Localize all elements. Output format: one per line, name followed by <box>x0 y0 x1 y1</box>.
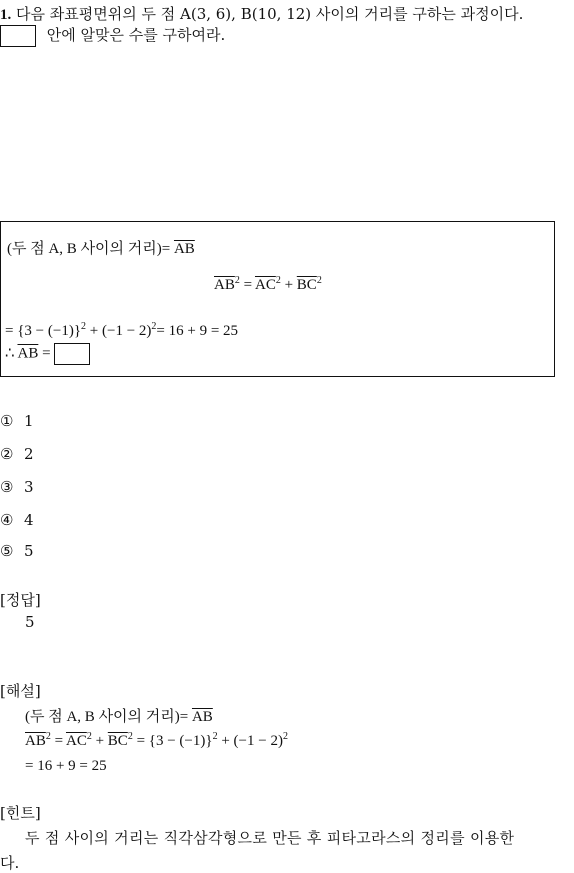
question-text: 다음 좌표평면위의 두 점 A(3, 6), B(10, 12) 사이의 거리를 구하는 과정이다. <box>16 5 524 23</box>
derivation-line-2: $\overline{AB}^2 = \overline{AC}^2 + \overline{BC}^2$ <box>214 275 322 293</box>
segment-ab: $\overline{AB}$ <box>25 733 46 749</box>
hint-label: [힌트] <box>0 804 41 822</box>
explanation-label: [해설] <box>0 682 41 700</box>
therefore-symbol: ∴ <box>5 345 15 362</box>
segment-ab: $\overline{AB}$ <box>214 277 235 293</box>
derivation-line-3: = $\{3 - (-1)\}^2 + (-1 - 2)^2= 16 + 9 = 25$ <box>5 321 239 339</box>
choice-4[interactable]: ④ 4 <box>0 511 34 529</box>
explanation-line-2: $\overline{AB}^2 = \overline{AC}^2 + \overline{BC}^2 = \{3 - (-1)\}^2 + (-1 - 2)^2$ <box>25 731 288 749</box>
segment-ab: $\overline{AB}$ <box>17 345 39 362</box>
derivation-distance-label: (두 점 A, B 사이의 거리)= <box>7 241 174 257</box>
derivation-box <box>0 221 555 377</box>
explanation-line-3: = 16 + 9 = 25 <box>25 758 107 774</box>
answer-value: 5 <box>25 613 35 631</box>
hint-line-1: 두 점 사이의 거리는 직각삼각형으로 만든 후 피타고라스의 정리를 이용한 <box>25 829 515 847</box>
question-instruction: 안에 알맞은 수를 구하여라. <box>46 26 226 44</box>
question-line-1 <box>0 3 523 24</box>
answer-label: [정답] <box>0 591 41 609</box>
question-number: 1. <box>0 7 12 23</box>
segment-ac: $\overline{AC}$ <box>65 733 87 749</box>
choice-5[interactable]: ⑤ 5 <box>0 542 34 560</box>
choice-3[interactable]: ③ 3 <box>0 478 34 496</box>
segment-ac: $\overline{AC}$ <box>254 277 276 293</box>
derivation-blank <box>54 343 90 365</box>
segment-bc: $\overline{BC}$ <box>107 733 128 749</box>
question-line-2 <box>0 24 225 47</box>
answer-blank <box>0 25 36 47</box>
segment-bc: $\overline{BC}$ <box>296 277 317 293</box>
choice-2[interactable]: ② 2 <box>0 445 34 463</box>
derivation-line-1 <box>7 237 195 258</box>
segment-ab: $\overline{AB}$ <box>191 709 213 725</box>
derivation-line-4: ∴ $\overline{AB}$ = <box>5 343 90 365</box>
choice-1[interactable]: ① 1 <box>0 412 34 430</box>
segment-ab: $\overline{AB}$ <box>173 241 195 257</box>
explanation-line-1: (두 점 A, B 사이의 거리)= $\overline{AB}$ <box>25 709 213 725</box>
hint-line-2: 다. <box>0 854 20 872</box>
